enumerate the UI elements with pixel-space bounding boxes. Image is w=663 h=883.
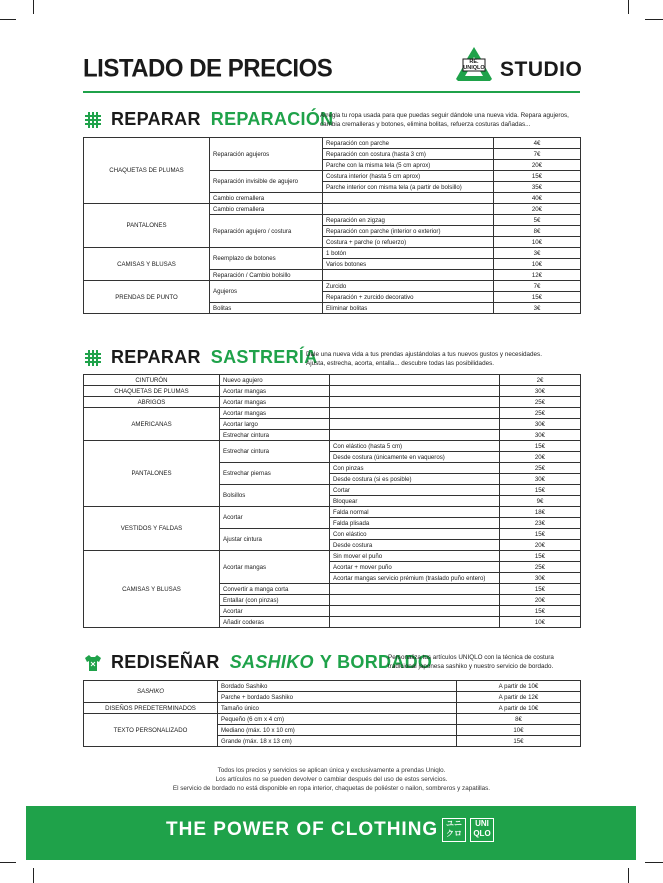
crop-mark: [645, 19, 663, 20]
category-cell: CHAQUETAS DE PLUMAS: [84, 386, 220, 397]
service-cell: Acortar mangas: [220, 408, 330, 419]
price-cell: 20€: [500, 540, 581, 551]
table-row: [84, 441, 581, 452]
detail-cell: Con elástico: [330, 529, 500, 540]
redisenar-heading-1: REDISEÑAR: [111, 652, 220, 672]
price-cell: 15€: [494, 292, 581, 303]
service-cell: Reemplazo de botones: [210, 248, 323, 270]
detail-cell: [330, 386, 500, 397]
detail-cell: Falda plisada: [330, 518, 500, 529]
detail-cell: 1 botón: [323, 248, 494, 259]
service-cell: Grande (máx. 18 x 13 cm): [218, 736, 457, 747]
price-cell: 15€: [457, 736, 581, 747]
service-cell: Bolsillos: [220, 485, 330, 507]
price-cell: 40€: [494, 193, 581, 204]
service-cell: Parche + bordado Sashiko: [218, 692, 457, 703]
sastreria-heading-1: REPARAR: [111, 347, 201, 367]
detail-cell: Reparación con parche: [323, 138, 494, 149]
price-cell: 5€: [494, 215, 581, 226]
sastreria-description: [306, 350, 582, 368]
price-cell: 10€: [494, 237, 581, 248]
service-cell: Acortar mangas: [220, 386, 330, 397]
footnote-line-1: Todos los precios y servicios se aplican única y exclusivamente a prendas Uniqlo.: [217, 767, 446, 774]
service-cell: Ajustar cintura: [220, 529, 330, 551]
price-cell: 15€: [500, 584, 581, 595]
category-cell: AMERICANAS: [84, 408, 220, 441]
price-cell: A partir de 10€: [457, 703, 581, 714]
detail-cell: [330, 595, 500, 606]
detail-cell: Costura interior (hasta 5 cm aprox): [323, 171, 494, 182]
reparacion-description: Arregla tu ropa usada para que puedas seguir dándole una nueva vida. Repara agujeros, cambia cremalleras y botones, elimina bolitas, refuerza costuras dañadas...: [320, 112, 569, 128]
crop-mark: [33, 868, 34, 883]
service-cell: Reparación agujeros: [210, 138, 323, 171]
uniqlo-katakana-bottom: クロ: [446, 829, 462, 838]
category-cell: PANTALONES: [84, 441, 220, 507]
redisenar-description: [388, 653, 582, 671]
detail-cell: Con elástico (hasta 5 cm): [330, 441, 500, 452]
price-cell: 15€: [500, 529, 581, 540]
service-cell: Añadir coderas: [220, 617, 330, 628]
price-cell: 25€: [500, 463, 581, 474]
detail-cell: [330, 397, 500, 408]
detail-cell: Desde costura (únicamente en vaqueros): [330, 452, 500, 463]
category-cell: PANTALONES: [84, 204, 210, 248]
sastreria-heading: [83, 347, 318, 368]
sastreria-desc-line-2: Ajusta, estrecha, acorta, entalla... descubre todas las posibilidades.: [306, 360, 494, 367]
table-row: [84, 375, 581, 386]
page-title: LISTADO DE PRECIOS: [83, 54, 333, 83]
price-cell: 35€: [494, 182, 581, 193]
price-cell: 30€: [500, 474, 581, 485]
category-cell: CAMISAS Y BLUSAS: [84, 551, 220, 628]
sastreria-heading-2: SASTRERÍA: [210, 347, 318, 367]
price-cell: 10€: [457, 725, 581, 736]
price-cell: 18€: [500, 507, 581, 518]
service-cell: Acortar mangas: [220, 397, 330, 408]
price-cell: 12€: [494, 270, 581, 281]
service-cell: Bolitas: [210, 303, 323, 314]
detail-cell: Reparación en zigzag: [323, 215, 494, 226]
reparacion-price-table: [83, 137, 581, 314]
sastreria-desc-line-1: Dale una nueva vida a tus prendas ajustándolas a tus nuevos gustos y necesidades.: [306, 351, 542, 358]
detail-cell: Parche con la misma tela (5 cm aprox): [323, 160, 494, 171]
table-row: [84, 138, 581, 149]
crop-mark: [0, 862, 16, 863]
detail-cell: [330, 617, 500, 628]
detail-cell: Varios botones: [323, 259, 494, 270]
price-cell: A partir de 12€: [457, 692, 581, 703]
detail-cell: Reparación con parche (interior o exterior): [323, 226, 494, 237]
category-cell: CAMISAS Y BLUSAS: [84, 248, 210, 281]
price-cell: 30€: [500, 386, 581, 397]
price-cell: 20€: [500, 452, 581, 463]
detail-cell: Acortar mangas servicio prémium (traslado puño entero): [330, 573, 500, 584]
service-cell: Pequeño (6 cm x 4 cm): [218, 714, 457, 725]
detail-cell: Acortar + mover puño: [330, 562, 500, 573]
price-cell: 15€: [500, 441, 581, 452]
service-cell: Estrechar cintura: [220, 441, 330, 463]
price-cell: 25€: [500, 408, 581, 419]
price-cell: 30€: [500, 573, 581, 584]
category-cell: TEXTO PERSONALIZADO: [84, 714, 218, 747]
price-cell: 2€: [500, 375, 581, 386]
table-row: [84, 386, 581, 397]
category-cell: VESTIDOS Y FALDAS: [84, 507, 220, 551]
detail-cell: Reparación + zurcido decorativo: [323, 292, 494, 303]
detail-cell: Sin mover el puño: [330, 551, 500, 562]
category-cell: CHAQUETAS DE PLUMAS: [84, 138, 210, 204]
price-cell: 3€: [494, 248, 581, 259]
category-cell: CINTURÓN: [84, 375, 220, 386]
crop-mark: [628, 0, 629, 14]
footnote-line-2: Los artículos no se pueden devolver o cambiar después del uso de estos servicios.: [215, 776, 448, 783]
tshirt-icon: [83, 653, 103, 673]
price-cell: 25€: [500, 397, 581, 408]
service-cell: Estrechar cintura: [220, 430, 330, 441]
category-cell: ABRIGOS: [84, 397, 220, 408]
price-cell: A partir de 10€: [457, 681, 581, 692]
price-cell: 23€: [500, 518, 581, 529]
category-cell: DISEÑOS PREDETERMINADOS: [84, 703, 218, 714]
service-cell: Reparación invisible de agujero: [210, 171, 323, 193]
price-cell: 10€: [500, 617, 581, 628]
uniqlo-latin-top: UNI: [475, 819, 489, 828]
re-uniqlo-logo: [450, 45, 498, 83]
price-cell: 15€: [500, 551, 581, 562]
table-row: [84, 408, 581, 419]
price-cell: 15€: [500, 485, 581, 496]
table-row: [84, 281, 581, 292]
crop-mark: [645, 862, 663, 863]
detail-cell: Bloquear: [330, 496, 500, 507]
price-cell: 9€: [500, 496, 581, 507]
reparacion-heading-1: REPARAR: [111, 109, 201, 129]
table-row: [84, 714, 581, 725]
service-cell: Acortar largo: [220, 419, 330, 430]
price-cell: 8€: [457, 714, 581, 725]
uniqlo-latin-bottom: QLO: [473, 829, 491, 838]
service-cell: Cambio cremallera: [210, 193, 323, 204]
detail-cell: Parche interior con misma tela (a partir de bolsillo): [323, 182, 494, 193]
price-cell: 7€: [494, 149, 581, 160]
category-cell: SASHIKO: [84, 681, 218, 703]
price-cell: 20€: [500, 595, 581, 606]
price-cell: 15€: [494, 171, 581, 182]
redisenar-desc-line-1: Personaliza tus artículos UNIQLO con la técnica de costura: [388, 654, 554, 661]
service-cell: Reparación / Cambio bolsillo: [210, 270, 323, 281]
uniqlo-logo-latin: [470, 818, 494, 842]
service-cell: Reparación agujero / costura: [210, 215, 323, 248]
price-cell: 30€: [500, 430, 581, 441]
price-cell: 30€: [500, 419, 581, 430]
uniqlo-katakana-top: ユニ: [446, 819, 462, 828]
sastreria-price-table: [83, 374, 581, 628]
table-row: [84, 204, 581, 215]
detail-cell: Desde costura: [330, 540, 500, 551]
service-cell: Estrechar piernas: [220, 463, 330, 485]
service-cell: Cambio cremallera: [210, 204, 323, 215]
detail-cell: Con pinzas: [330, 463, 500, 474]
service-cell: Agujeros: [210, 281, 323, 303]
redisenar-price-table: [83, 680, 581, 747]
price-cell: 15€: [500, 606, 581, 617]
header-divider: [83, 91, 580, 93]
detail-cell: Falda normal: [330, 507, 500, 518]
detail-cell: [323, 204, 494, 215]
detail-cell: Cortar: [330, 485, 500, 496]
price-cell: 3€: [494, 303, 581, 314]
detail-cell: [330, 419, 500, 430]
price-cell: 8€: [494, 226, 581, 237]
price-cell: 7€: [494, 281, 581, 292]
price-cell: 20€: [494, 160, 581, 171]
detail-cell: Zurcido: [323, 281, 494, 292]
redisenar-heading-3: Y BORDADO: [319, 652, 433, 672]
detail-cell: [330, 408, 500, 419]
footer-banner: [26, 806, 636, 860]
crop-mark: [33, 0, 34, 14]
service-cell: Tamaño único: [218, 703, 457, 714]
service-cell: Acortar: [220, 507, 330, 529]
detail-cell: [330, 584, 500, 595]
table-row: [84, 397, 581, 408]
detail-cell: Reparación con costura (hasta 3 cm): [323, 149, 494, 160]
detail-cell: Eliminar bolitas: [323, 303, 494, 314]
detail-cell: [330, 375, 500, 386]
table-row: [84, 551, 581, 562]
price-cell: 10€: [494, 259, 581, 270]
detail-cell: Costura + parche (o refuerzo): [323, 237, 494, 248]
uniqlo-logo-katakana: [442, 818, 466, 842]
logo-text-top: RE.: [469, 59, 479, 65]
redisenar-desc-line-2: tradicional japonesa sashiko y nuestro servicio de bordado.: [388, 663, 554, 670]
studio-label: STUDIO: [500, 58, 583, 81]
detail-cell: [323, 193, 494, 204]
service-cell: Acortar mangas: [220, 551, 330, 584]
table-row: [84, 248, 581, 259]
footnote: [83, 766, 580, 793]
table-row: [84, 507, 581, 518]
crop-mark: [0, 19, 16, 20]
detail-cell: Desde costura (si es posible): [330, 474, 500, 485]
price-cell: 20€: [494, 204, 581, 215]
service-cell: Acortar: [220, 606, 330, 617]
detail-cell: [330, 606, 500, 617]
reparacion-heading-2: REPARACIÓN: [210, 109, 334, 129]
service-cell: Mediano (máx. 10 x 10 cm): [218, 725, 457, 736]
table-row: [84, 681, 581, 692]
redisenar-heading-2: SASHIKO: [229, 652, 314, 672]
detail-cell: [330, 430, 500, 441]
reparacion-heading: [83, 109, 333, 130]
service-cell: Bordado Sashiko: [218, 681, 457, 692]
service-cell: Nuevo agujero: [220, 375, 330, 386]
footer-slogan: THE POWER OF CLOTHING: [166, 819, 439, 840]
redisenar-heading: [83, 652, 432, 673]
price-cell: 25€: [500, 562, 581, 573]
service-cell: Entallar (con pinzas): [220, 595, 330, 606]
table-row: [84, 703, 581, 714]
price-cell: 4€: [494, 138, 581, 149]
grid-icon: [83, 348, 103, 368]
crop-mark: [628, 868, 629, 883]
footnote-line-3: El servicio de bordado no está disponible en ropa interior, chaquetas de poliéster o nailon, sombreros y zapatillas.: [172, 785, 491, 792]
detail-cell: [323, 270, 494, 281]
grid-icon: [83, 110, 103, 130]
service-cell: Convertir a manga corta: [220, 584, 330, 595]
logo-text-bottom: UNIQLO: [463, 65, 485, 71]
category-cell: PRENDAS DE PUNTO: [84, 281, 210, 314]
